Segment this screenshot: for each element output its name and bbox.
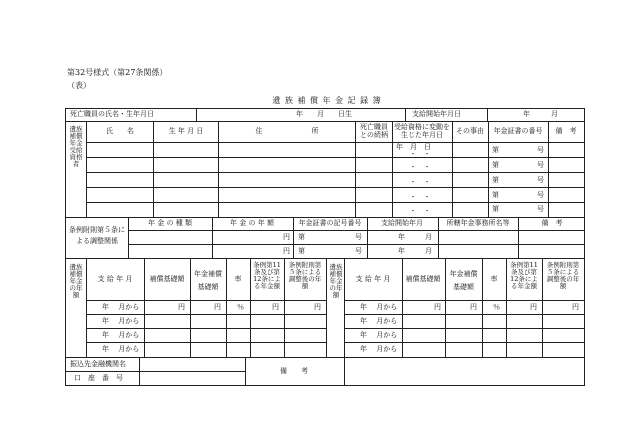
header-base-amount: 補償基礎額 [405, 275, 441, 283]
pay-from: 年 月から [102, 331, 140, 339]
cert-prefix: 第 [492, 191, 499, 199]
bank-name-label: 振込先金融機関名 [70, 360, 126, 368]
yen-mark: 円 [178, 303, 185, 311]
header-cert-number: 年金証書の番号 [493, 127, 543, 135]
cert-suffix: 号 [537, 146, 544, 154]
header-adjusted-amount: 条例附則第５条による調整後の年額 [546, 261, 580, 291]
cert-prefix: 第 [492, 205, 499, 213]
cert-prefix: 第 [492, 146, 499, 154]
header-pension-type: 年 金 の 種 類 [148, 219, 192, 227]
header-birth-date: 生 年 月 日 [168, 127, 204, 135]
account-number-label: 口 座 番 号 [74, 374, 123, 382]
pay-from: 年 月から [102, 317, 140, 325]
yen-mark: 円 [283, 247, 290, 255]
cert-prefix: 第 [298, 247, 305, 255]
birth-date-mark: 年 月 日生 [296, 110, 352, 118]
header-base-amount: 補償基礎額 [149, 275, 185, 283]
annual-section-label-right: 遺族補償年金の年額 [329, 263, 343, 300]
yen-mark: 円 [530, 303, 537, 311]
pay-from: 年 月から [360, 345, 398, 353]
payment-start-mark: 年 月 [523, 110, 558, 118]
yen-mark: 円 [434, 303, 441, 311]
recipients-section-label: 遺族補償年金受給資格者 [69, 125, 83, 169]
bank-remarks-label: 備 考 [280, 367, 308, 375]
yen-mark: 円 [272, 303, 279, 311]
change-date-first: 年 月 日 [396, 143, 431, 151]
date-dots: ・ ・ [409, 193, 431, 201]
cert-suffix: 号 [355, 233, 362, 241]
header-art11-amount: 条例第11条及び第12条による年金額 [510, 261, 538, 291]
pay-from: 年 月から [360, 317, 398, 325]
cert-suffix: 号 [537, 191, 544, 199]
header-address: 住 所 [255, 127, 319, 135]
cert-prefix: 第 [492, 161, 499, 169]
header-rate: 率 [490, 275, 498, 283]
yen-mark: 円 [572, 303, 579, 311]
cert-suffix: 号 [355, 247, 362, 255]
header-name: 氏 名 [106, 127, 134, 135]
yen-mark: 円 [470, 303, 477, 311]
yen-mark: 円 [314, 303, 321, 311]
yen-mark: 円 [283, 233, 290, 241]
month-mark: 月 [425, 233, 432, 241]
pay-from: 年 月から [102, 303, 140, 311]
form-title: 遺 族 補 償 年 金 記 録 簿 [272, 96, 382, 105]
header-rate: 率 [234, 275, 242, 283]
header-adjusted-amount: 条例附則第５条による調整後の年額 [288, 261, 322, 291]
header-pension-office: 所轄年金事務所名等 [446, 219, 510, 227]
percent-mark: ％ [237, 303, 244, 311]
date-dots: ・ ・ [409, 207, 431, 215]
cert-prefix: 第 [492, 176, 499, 184]
payment-start-label: 支給開始年月日 [412, 110, 461, 118]
adjust-section-label: 条例附則第５条による調整関係 [69, 226, 125, 246]
header-relationship: 死亡職員との続柄 [360, 123, 388, 139]
header-pension-amount: 年 金 の 年 額 [230, 219, 274, 227]
pay-from: 年 月から [102, 345, 140, 353]
header-pay-month: 支 給 年 月 [355, 275, 391, 283]
year-mark: 年 [398, 247, 405, 255]
date-dots: ・ ・ [409, 163, 431, 171]
cert-prefix: 第 [298, 233, 305, 241]
header-art11-amount: 条例第11条及び第12条による年金額 [253, 261, 281, 291]
side-label: （表） [67, 81, 91, 90]
header-start-month: 支給開始年月 [381, 219, 423, 227]
percent-mark: ％ [493, 303, 500, 311]
header-pay-month: 支 給 年 月 [97, 275, 133, 283]
yen-mark: 円 [214, 303, 221, 311]
date-dots: ・ ・ [409, 178, 431, 186]
header-adjust-remarks: 備 考 [541, 219, 563, 227]
form-number: 第32号様式（第27条関係） [67, 68, 168, 77]
annual-section-label-left: 遺族補償年金の年額 [69, 263, 83, 300]
header-pension-base: 年金補償基礎額 [194, 270, 222, 291]
header-remarks: 備 考 [555, 127, 577, 135]
pay-from: 年 月から [360, 303, 398, 311]
cert-suffix: 号 [537, 176, 544, 184]
month-mark: 月 [425, 247, 432, 255]
deceased-name-label: 死亡職員の氏名・生年月日 [70, 110, 154, 118]
year-mark: 年 [398, 233, 405, 241]
date-dots: ・ ・ [409, 150, 431, 158]
pay-from: 年 月から [360, 331, 398, 339]
header-reason: その事由 [456, 127, 484, 135]
header-pension-base: 年金補償基礎額 [449, 270, 478, 291]
cert-suffix: 号 [537, 161, 544, 169]
cert-suffix: 号 [537, 205, 544, 213]
header-change-date: 受給資格に変動を生じた年月日 [394, 123, 450, 139]
header-adjust-cert-number: 年金証書の記号番号 [298, 219, 362, 227]
